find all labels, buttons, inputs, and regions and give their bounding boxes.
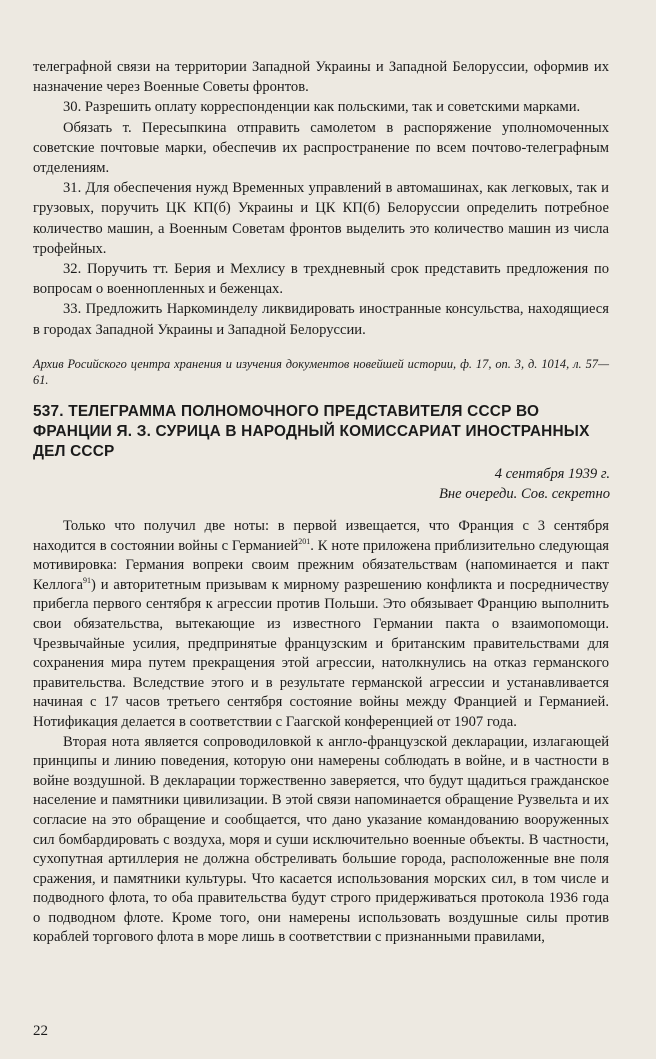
footnote-ref: 91 bbox=[82, 575, 91, 585]
document-date: 4 сентября 1939 г. bbox=[494, 466, 610, 482]
body-text: ) и авторитетным призывам к мирному разрешению конфликта и посредничеству прибегла первого сентября к агрессии против Польши. Это обязывает Францию выполнить свои обязательства, вытекающие из известного Германии пакта о взаимопомощи. Чрезвычайные усилия, предпринятые французским и британским правительствами для сохранения мира путем прекращения этой агрессии, натолкнулись на отказ германского правительства. Вследствие этого и в результате германской агрессии и устанавливается начиная с 17 часов третьего сентября состояние войны между Францией и Германией. Нотификация делается в соответствии с Гаагской конференцией от 1907 года. bbox=[33, 576, 609, 730]
document-body bbox=[33, 517, 609, 948]
document-classification: Вне очереди. Сов. секретно bbox=[438, 486, 610, 502]
body-paragraph-1 bbox=[33, 517, 609, 733]
body-paragraph-2: Вторая нота является сопроводиловкой к англо-французской декларации, излагающей принципы и линию поведения, которую они намерены соблюдать в войне, и в частности в войне воздушной. В декларации торжественно заверяется, что будут щадиться гражданское население и памятники цивилизации. В этой связи напоминается обращение Рузвельта и их согласие на это обращение и сообщается, что дано указание командованию вооруженных сил бомбардировать с воздуха, моря и суши исключительно военные объекты. В частности, сухопутная артиллерия не должна обстреливать большие города, расположенные вне поля сражения, и памятники культуры. Что касается использования морских сил, в том числе и подводного флота, то оба правительства будут строго придерживаться протокола 1936 года о подводном флоте. Кроме того, они намерены использовать воздушные силы против кораблей торгового флота в море лишь в соответствии с признанными правилами, bbox=[33, 733, 609, 946]
body-text: Только что получил две ноты: в первой извещается, что Франция с 3 сентября находится в состоянии войны с Германией bbox=[33, 518, 609, 554]
paragraph-item-31: 31. Для обеспечения нужд Временных управлений в автомашинах, как легковых, так и грузовых, поручить ЦК КП(б) Украины и ЦК КП(б) Белоруссии определить потребное количество машин, а Военным Советам фронтов выделить это количество машин из числа трофейных. bbox=[33, 180, 609, 257]
top-section bbox=[33, 57, 609, 388]
document-heading: 537. ТЕЛЕГРАММА ПОЛНОМОЧНОГО ПРЕДСТАВИТЕЛЯ СССР ВО ФРАНЦИИ Я. З. СУРИЦА В НАРОДНЫЙ КОМИССАРИАТ ИНОСТРАННЫХ ДЕЛ СССР bbox=[33, 403, 590, 460]
paragraph-oblige: Обязать т. Пересыпкина отправить самолетом в распоряжение уполномоченных советские почтовые марки, обеспечив их распространение по всем почтово-телеграфным отделениям. bbox=[33, 119, 609, 177]
body-text: . К ноте приложена приблизительно следующая мотивировка: Германия вопреки своим прежним обязательствам (напоминается и пакт Келлога bbox=[33, 537, 610, 593]
paragraph-item-33: 33. Предложить Наркоминделу ликвидировать иностранные консульства, находящиеся в городах Западной Украины и Западной Белоруссии. bbox=[33, 301, 609, 338]
footnote-ref: 201 bbox=[298, 536, 311, 546]
archive-reference: Архив Росийского центра хранения и изучения документов новейшей истории, ф. 17, оп. 3, д. 1014, л. 57—61. bbox=[33, 356, 609, 387]
page-number: 22 bbox=[33, 1023, 48, 1039]
document-meta bbox=[439, 464, 610, 504]
paragraph-continuation: телеграфной связи на территории Западной Украины и Западной Белоруссии, оформив их назначение через Военные Советы фронтов. bbox=[33, 59, 609, 96]
paragraph-item-32: 32. Поручить тт. Берия и Мехлису в трехдневный срок представить предложения по вопросам о военнопленных и беженцах. bbox=[33, 261, 609, 298]
paragraph-item-30: 30. Разрешить оплату корреспонденции как польскими, так и советскими марками. bbox=[63, 99, 581, 116]
